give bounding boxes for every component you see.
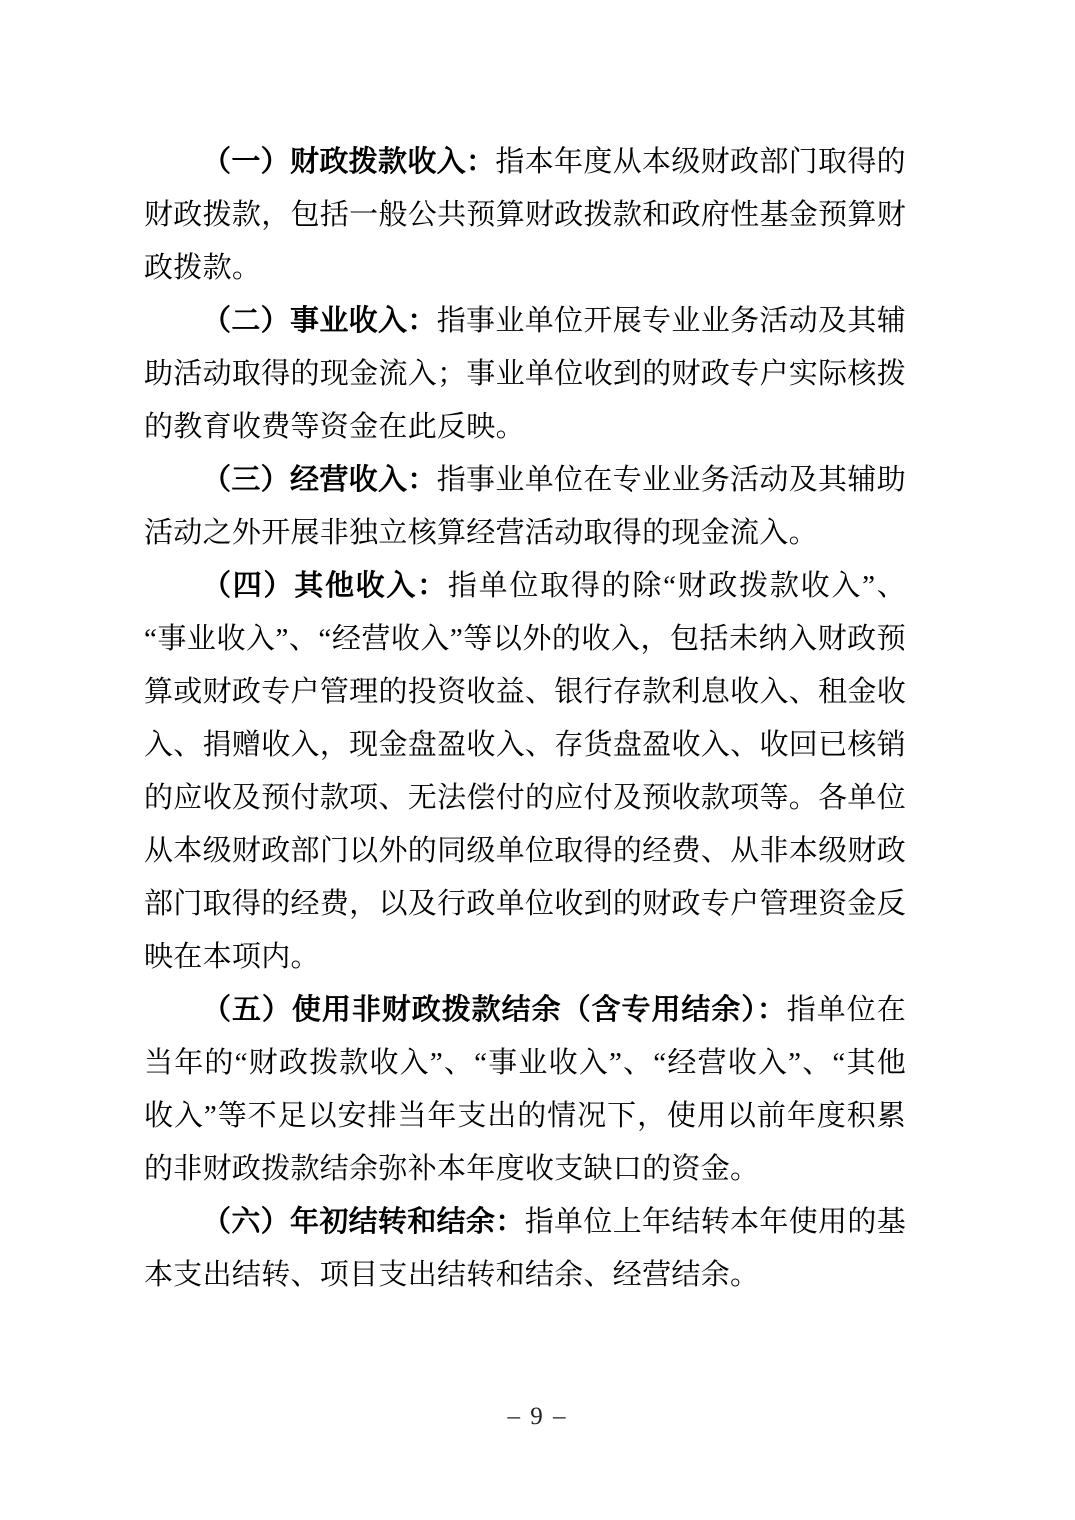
paragraph-heading: （一）财政拨款收入： (202, 146, 496, 178)
page-footer (0, 1402, 1075, 1432)
paragraph-text: 指单位在当年的“财政拨款收入”、“事业收入”、“经营收入”、“其他收入”等不足以安排当年支出的情况下，使用以前年度积累的非财政拨款结余弥补本年度收支缺口的资金。 (144, 994, 906, 1185)
document-body (144, 136, 906, 1302)
paragraph-heading: （二）事业收入： (202, 305, 437, 337)
paragraph-text: 指事业单位开展专业业务活动及其辅助活动取得的现金流入；事业单位收到的财政专户实际核拨的教育收费等资金在此反映。 (144, 305, 906, 443)
paragraph-text: 指单位上年结转本年使用的基本支出结转、项目支出结转和结余、经营结余。 (144, 1206, 906, 1291)
para-other-income (144, 560, 906, 984)
para-business-operation-income (144, 454, 906, 560)
paragraph-heading: （三）经营收入： (202, 464, 437, 496)
page-number: – 9 – (507, 1403, 568, 1430)
para-use-of-non-fiscal-surplus (144, 984, 906, 1196)
paragraph-heading: （五）使用非财政拨款结余（含专用结余）： (202, 994, 787, 1026)
para-beginning-carryover-and-surplus (144, 1196, 906, 1302)
paragraph-text: 指本年度从本级财政部门取得的财政拨款，包括一般公共预算财政拨款和政府性基金预算财政拨款。 (144, 146, 906, 284)
paragraph-text: 指事业单位在专业业务活动及其辅助活动之外开展非独立核算经营活动取得的现金流入。 (144, 464, 906, 549)
para-institutional-income (144, 295, 906, 454)
paragraph-heading: （四）其他收入： (202, 570, 448, 602)
para-fiscal-appropriation-income (144, 136, 906, 295)
paragraph-text: 指单位取得的除“财政拨款收入”、“事业收入”、“经营收入”等以外的收入，包括未纳入财政预算或财政专户管理的投资收益、银行存款利息收入、租金收入、捐赠收入，现金盘盈收入、存货盘盈收入、收回已核销的应收及预付款项、无法偿付的应付及预收款项等。各单位从本级财政部门以外的同级单位取得的经费、从非本级财政部门取得的经费，以及行政单位收到的财政专户管理资金反映在本项内。 (144, 570, 907, 973)
paragraph-heading: （六）年初结转和结余： (202, 1206, 525, 1238)
